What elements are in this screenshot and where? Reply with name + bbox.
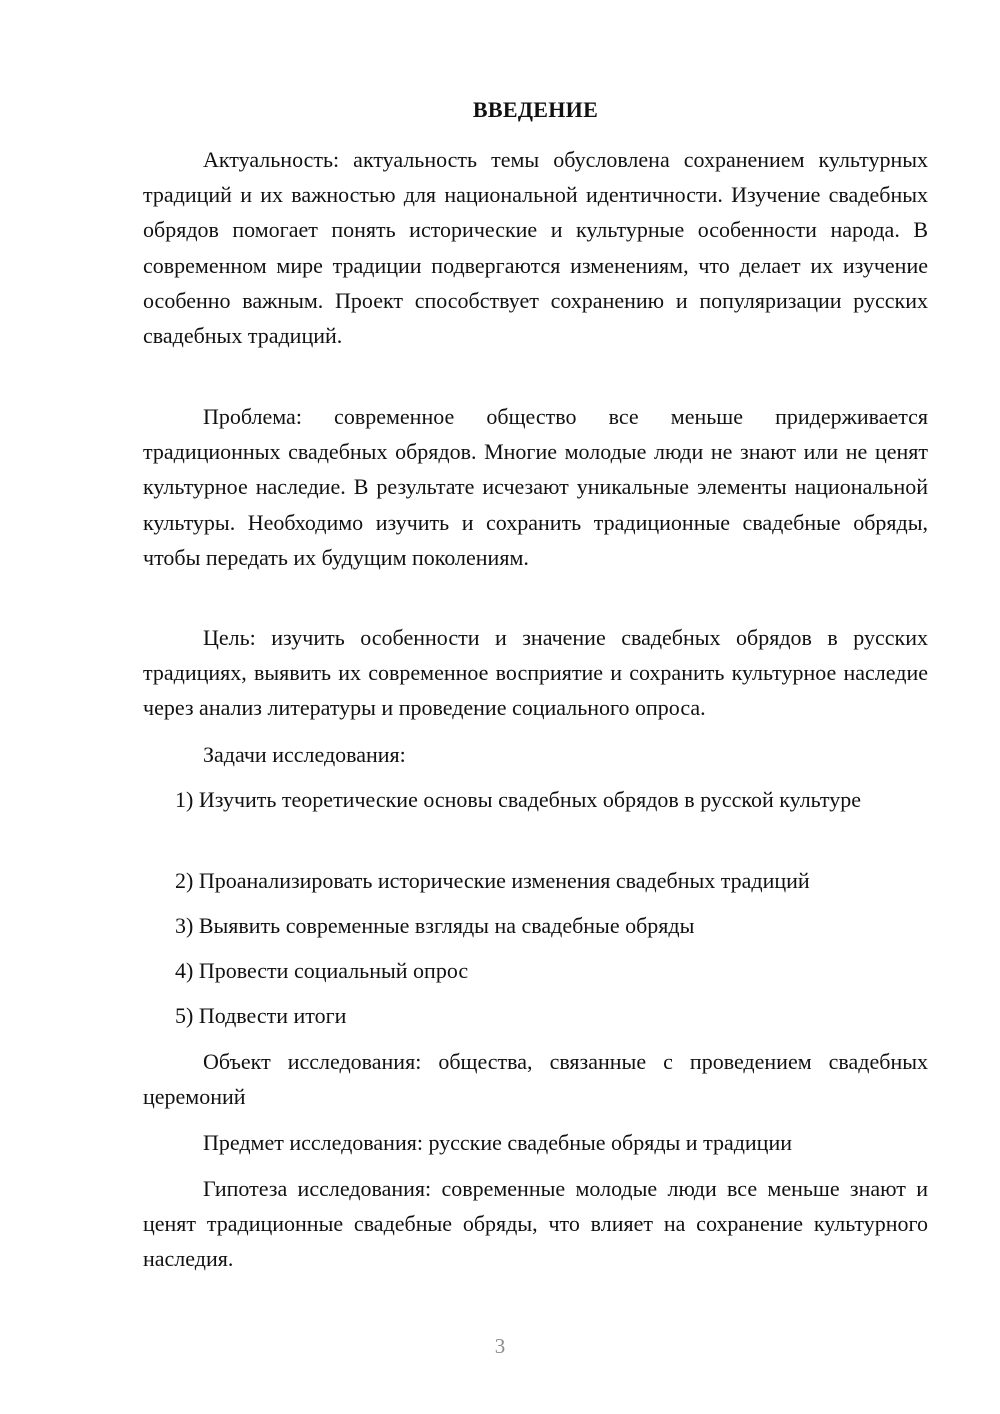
hypothesis-paragraph: Гипотеза исследования: современные молодые люди все меньше знают и ценят традиционные свадебные обряды, что влияет на сохранение культурного наследия. bbox=[143, 1176, 928, 1272]
subject-paragraph: Предмет исследования: русские свадебные обряды и традиции bbox=[203, 1130, 793, 1155]
task-item-3: 3) Выявить современные взгляды на свадебные обряды bbox=[175, 913, 695, 938]
task-item-5: 5) Подвести итоги bbox=[175, 1003, 347, 1028]
task-item-2: 2) Проанализировать исторические изменения свадебных традиций bbox=[175, 868, 810, 893]
section-heading: ВВЕДЕНИЕ bbox=[472, 97, 599, 122]
relevance-paragraph: Актуальность: актуальность темы обусловлена сохранением культурных традиций и их важностью для национальной идентичности. Изучение свадебных обрядов помогает понять исторические и культурные особенности народа. В современном мире традиции подвергаются изменениям, что делает их изучение особенно важным. Проект способствует сохранению и популяризации русских свадебных традиций. bbox=[143, 147, 928, 349]
page-number: 3 bbox=[494, 1334, 506, 1358]
goal-paragraph: Цель: изучить особенности и значение свадебных обрядов в русских традициях, выявить их современное восприятие и сохранить культурное наследие через анализ литературы и проведение социального опроса. bbox=[143, 625, 928, 721]
object-paragraph: Объект исследования: общества, связанные с проведением свадебных церемоний bbox=[143, 1049, 928, 1110]
tasks-title: Задачи исследования: bbox=[203, 742, 406, 767]
problem-paragraph: Проблема: современное общество все меньше придерживается традиционных свадебных обрядов. Многие молодые люди не знают или не ценят культурное наследие. В результате исчезают уникальные элементы национальной культуры. Необходимо изучить и сохранить традиционные свадебные обряды, чтобы передать их будущим поколениям. bbox=[143, 404, 928, 570]
task-item-1: 1) Изучить теоретические основы свадебных обрядов в русской культуре bbox=[175, 787, 861, 812]
task-item-4: 4) Провести социальный опрос bbox=[175, 958, 469, 983]
